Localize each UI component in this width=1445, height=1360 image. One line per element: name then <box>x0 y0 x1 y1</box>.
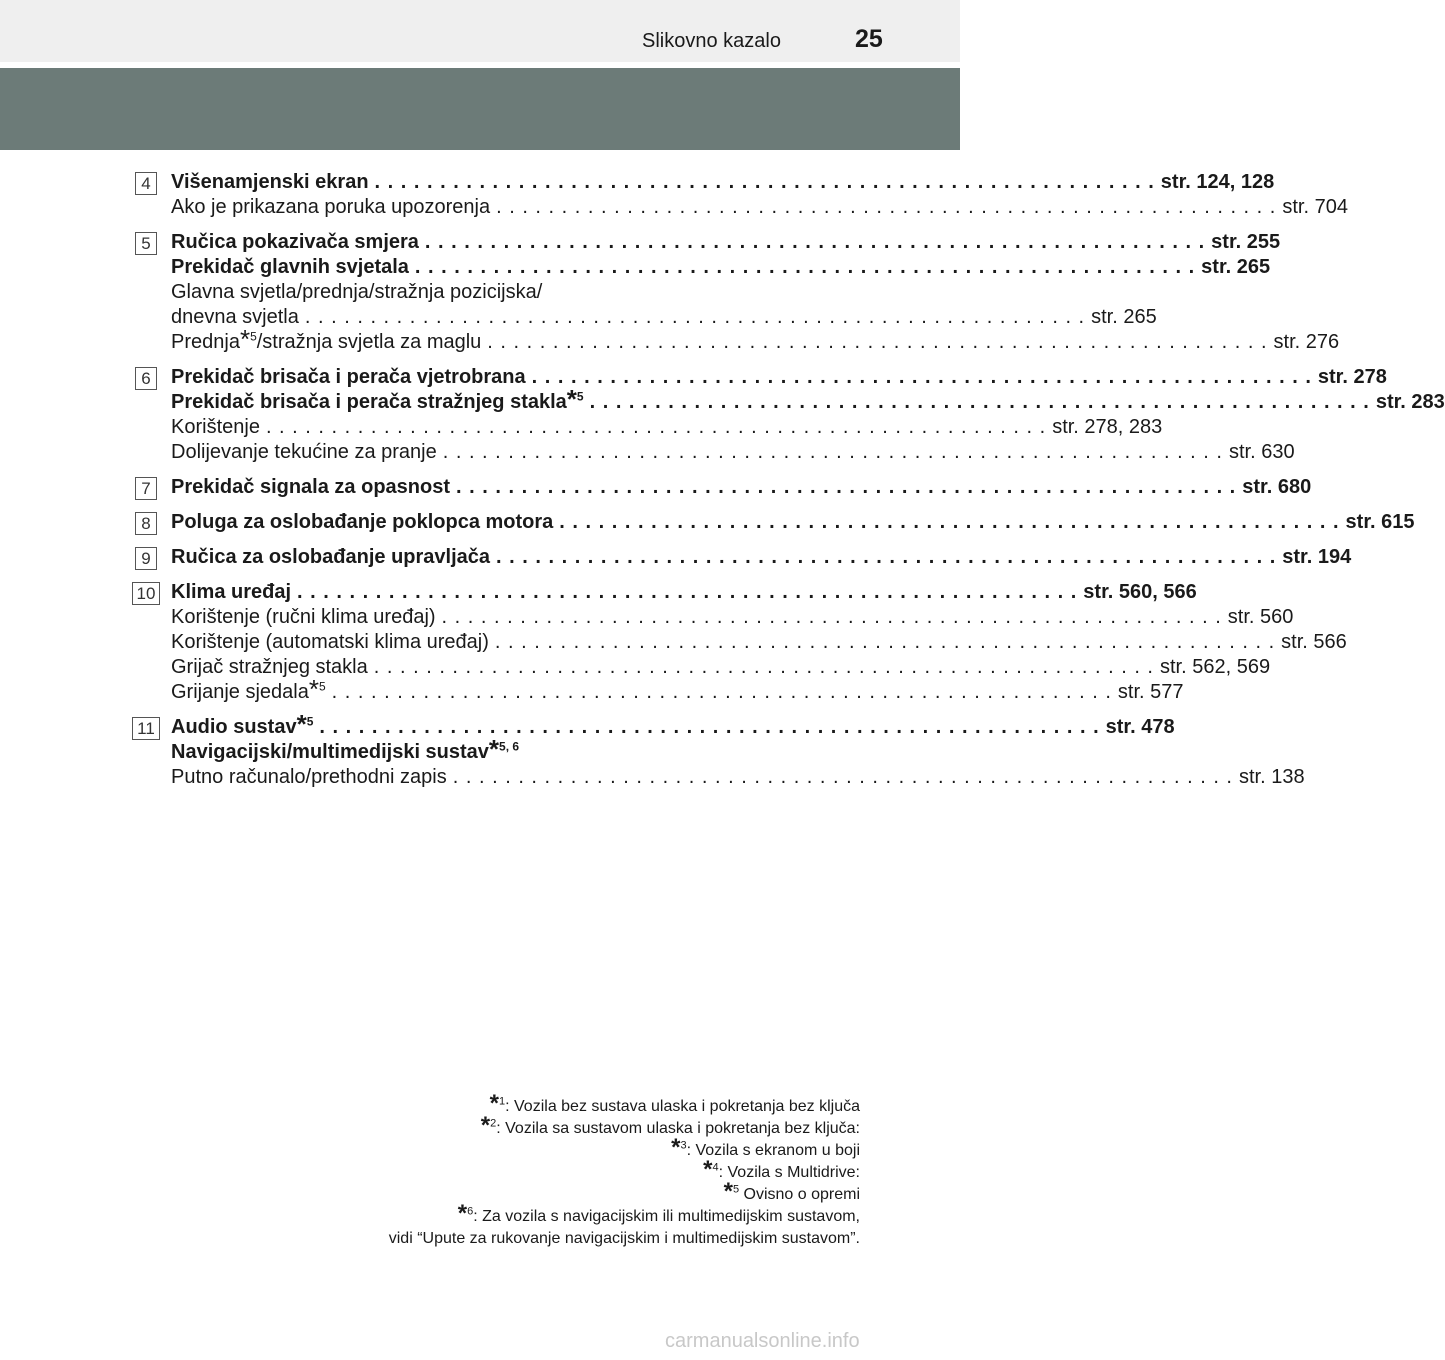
entry-label: Ako je prikazana poruka upozorenja <box>171 196 491 218</box>
footnote-text: : Vozila sa sustavom ulaska i pokretanja bez ključa: <box>496 1120 860 1137</box>
index-entry[interactable] <box>171 324 1340 355</box>
footnote-text: : Vozila bez sustava ulaska i pokretanja bez ključa <box>505 1098 860 1115</box>
entry-label: Prednja <box>171 331 240 353</box>
index-entries <box>128 170 1445 800</box>
index-entry[interactable] <box>171 734 828 765</box>
dot-leader: . . . . . . . . . . . . . . . . . . . . . . . . . . . . . . . . . . . . . . . . . . . . . . . . . . . . . . . . . . . . <box>297 581 1078 603</box>
dot-leader: . . . . . . . . . . . . . . . . . . . . . . . . . . . . . . . . . . . . . . . . . . . . . . . . . . . . . . . . . . . . <box>304 306 1086 328</box>
asterisk-icon: * <box>703 1156 713 1183</box>
dot-leader: . . . . . . . . . . . . . . . . . . . . . . . . . . . . . . . . . . . . . . . . . . . . . . . . . . . . . . . . . . . . <box>456 476 1237 498</box>
dot-leader: . . . . . . . . . . . . . . . . . . . . . . . . . . . . . . . . . . . . . . . . . . . . . . . . . . . . . . . . . . . . <box>487 331 1268 353</box>
index-entry[interactable] <box>171 230 1281 255</box>
dot-leader: . . . . . . . . . . . . . . . . . . . . . . . . . . . . . . . . . . . . . . . . . . . . . . . . . . . . . . . . . . . . <box>414 256 1196 278</box>
asterisk-icon: * <box>239 324 251 354</box>
index-entry[interactable] <box>171 510 1415 535</box>
item-number-badge: 9 <box>135 547 157 570</box>
entry-label: dnevna svjetla <box>171 306 299 328</box>
entry-label: Ručica pokazivača smjera <box>171 231 419 253</box>
entry-label: Putno računalo/prethodni zapis <box>171 766 447 788</box>
entry-label: Prekidač signala za opasnost <box>171 476 450 498</box>
footnote-number: 6 <box>467 1205 474 1218</box>
index-group <box>128 475 1312 500</box>
index-entry[interactable] <box>171 674 1184 705</box>
page-reference[interactable]: str. 478 <box>1105 716 1175 738</box>
index-entry[interactable] <box>171 709 1175 740</box>
index-entry[interactable] <box>171 545 1352 570</box>
entry-label: Dolijevanje tekućine za pranje <box>171 441 437 463</box>
footnote <box>389 1200 860 1228</box>
index-entry[interactable] <box>171 384 1445 415</box>
footnote-ref: 5, 6 <box>499 739 520 754</box>
item-number-badge: 7 <box>135 477 157 500</box>
index-group <box>128 545 1352 570</box>
index-group <box>128 580 1347 705</box>
footnote-ref: 5 <box>576 389 584 404</box>
entry-label: Ručica za oslobađanje upravljača <box>171 546 491 568</box>
footnote <box>389 1112 860 1140</box>
dot-leader: . . . . . . . . . . . . . . . . . . . . . . . . . . . . . . . . . . . . . . . . . . . . . . . . . . . . . . . . . . . . <box>424 231 1206 253</box>
asterisk-icon: * <box>723 1178 733 1205</box>
asterisk-icon: * <box>566 384 577 414</box>
item-number-badge: 8 <box>135 512 157 535</box>
footnote-ref: 5 <box>318 679 326 694</box>
dot-leader: . . . . . . . . . . . . . . . . . . . . . . . . . . . . . . . . . . . . . . . . . . . . . . . . . . . . . . . . . . . . <box>496 546 1277 568</box>
item-number-badge: 11 <box>132 717 160 740</box>
footnote-number: 3 <box>680 1139 687 1152</box>
index-entry[interactable] <box>171 255 1271 280</box>
footnote-text: : Vozila s ekranom u boji <box>686 1142 860 1159</box>
index-entry[interactable] <box>171 195 1348 220</box>
index-entry[interactable] <box>171 415 1163 440</box>
page-reference[interactable]: str. 255 <box>1211 231 1281 253</box>
section-title: Slikovno kazalo <box>642 30 781 52</box>
entry-label: Korištenje <box>171 416 260 438</box>
entry-label: Prekidač glavnih svjetala <box>171 256 409 278</box>
item-number-badge: 6 <box>135 367 157 390</box>
index-entry[interactable] <box>171 365 1387 390</box>
page-reference[interactable]: str. 566 <box>1281 631 1347 653</box>
footnote <box>389 1090 860 1118</box>
page-reference[interactable]: str. 615 <box>1345 511 1415 533</box>
asterisk-icon: * <box>489 1090 499 1117</box>
entry-label: Prekidač brisača i perača vjetrobrana <box>171 366 526 388</box>
dot-leader: . . . . . . . . . . . . . . . . . . . . . . . . . . . . . . . . . . . . . . . . . . . . . . . . . . . . . . . . . . . . <box>589 391 1370 413</box>
entry-label-continued: /stražnja svjetla za maglu <box>256 331 482 353</box>
page-reference[interactable]: str. 138 <box>1239 766 1305 788</box>
index-entry[interactable] <box>171 655 1271 680</box>
dot-leader: . . . . . . . . . . . . . . . . . . . . . . . . . . . . . . . . . . . . . . . . . . . . . . . . . . . . . . . . . . . . <box>494 631 1276 653</box>
index-group <box>128 170 1348 220</box>
item-number-badge: 4 <box>135 172 157 195</box>
index-entry[interactable] <box>171 605 1294 630</box>
footnote-ref: 5 <box>306 714 314 729</box>
entry-label: Navigacijski/multimedijski sustav <box>171 741 489 763</box>
entry-label: Korištenje (automatski klima uređaj) <box>171 631 489 653</box>
asterisk-icon: * <box>296 709 307 739</box>
footnote-continuation: vidi “Upute za rukovanje navigacijskim i multimedijskim sustavom”. <box>388 1230 860 1247</box>
index-entry[interactable] <box>171 630 1347 655</box>
page-reference[interactable]: str. 265 <box>1201 256 1271 278</box>
footnote-number: 1 <box>499 1095 506 1108</box>
page-reference[interactable]: str. 562, 569 <box>1160 656 1271 678</box>
page-reference[interactable]: str. 577 <box>1117 681 1184 703</box>
dot-leader: . . . . . . . . . . . . . . . . . . . . . . . . . . . . . . . . . . . . . . . . . . . . . . . . . . . . . . . . . . . . <box>374 171 1155 193</box>
page-number: 25 <box>855 25 883 53</box>
page-reference[interactable]: str. 630 <box>1228 441 1295 463</box>
dot-leader: . . . . . . . . . . . . . . . . . . . . . . . . . . . . . . . . . . . . . . . . . . . . . . . . . . . . . . . . . . . . <box>452 766 1233 788</box>
entry-label: Prekidač brisača i perača stražnjeg stakla <box>171 391 567 413</box>
asterisk-icon: * <box>480 1112 491 1139</box>
entry-label: Audio sustav <box>171 716 297 738</box>
entry-label: Poluga za oslobađanje poklopca motora <box>171 511 554 533</box>
entry-label: Korištenje (ručni klima uređaj) <box>171 606 436 628</box>
index-entry[interactable] <box>171 170 1275 195</box>
footnote-number: 2 <box>490 1117 497 1130</box>
dot-leader: . . . . . . . . . . . . . . . . . . . . . . . . . . . . . . . . . . . . . . . . . . . . . . . . . . . . . . . . . . . . <box>531 366 1312 388</box>
entry-label: Klima uređaj <box>171 581 292 603</box>
dot-leader: . . . . . . . . . . . . . . . . . . . . . . . . . . . . . . . . . . . . . . . . . . . . . . . . . . . . . . . . . . . . <box>559 511 1340 533</box>
asterisk-icon: * <box>488 734 500 764</box>
page-reference[interactable]: str. 265 <box>1091 306 1157 328</box>
entry-label: Grijanje sjedala <box>171 681 309 703</box>
asterisk-icon: * <box>457 1200 468 1227</box>
page-reference[interactable]: str. 124, 128 <box>1160 171 1275 193</box>
watermark: carmanualsonline.info <box>665 1330 860 1352</box>
footnote-ref: 5 <box>250 329 257 344</box>
page-reference[interactable]: str. 680 <box>1242 476 1312 498</box>
index-entry[interactable] <box>171 580 1197 605</box>
index-group <box>128 709 1305 790</box>
entry-label: Višenamjenski ekran <box>171 171 369 193</box>
index-group <box>128 510 1415 535</box>
page-reference[interactable]: str. 278 <box>1317 366 1387 388</box>
dot-leader: . . . . . . . . . . . . . . . . . . . . . . . . . . . . . . . . . . . . . . . . . . . . . . . . . . . . . . . . . . . . <box>442 441 1223 463</box>
page-reference[interactable]: str. 278, 283 <box>1052 416 1163 438</box>
index-group <box>128 230 1340 355</box>
header-bar <box>0 68 960 150</box>
index-entry[interactable] <box>171 305 1157 330</box>
page-reference[interactable]: str. 560, 566 <box>1083 581 1197 603</box>
item-number-badge: 5 <box>135 232 157 255</box>
index-group <box>128 365 1445 465</box>
dot-leader: . . . . . . . . . . . . . . . . . . . . . . . . . . . . . . . . . . . . . . . . . . . . . . . . . . . . . . . . . . . . <box>373 656 1154 678</box>
dot-leader: . . . . . . . . . . . . . . . . . . . . . . . . . . . . . . . . . . . . . . . . . . . . . . . . . . . . . . . . . . . . <box>441 606 1222 628</box>
entry-text: Glavna svjetla/prednja/stražnja pozicijska/ <box>171 281 543 303</box>
entry-label: Grijač stražnjeg stakla <box>171 656 368 678</box>
footnote-number: 4 <box>712 1161 719 1174</box>
page-reference[interactable]: str. 704 <box>1282 196 1348 218</box>
page-reference[interactable]: str. 276 <box>1273 331 1340 353</box>
asterisk-icon: * <box>671 1134 681 1161</box>
page-reference[interactable]: str. 283 <box>1375 391 1445 413</box>
page-reference[interactable]: str. 560 <box>1227 606 1294 628</box>
footnote-text: : Vozila s Multidrive: <box>718 1164 860 1181</box>
index-entry[interactable] <box>171 475 1312 500</box>
page-reference[interactable]: str. 194 <box>1282 546 1352 568</box>
footnote-text: : Za vozila s navigacijskim ili multimedijskim sustavom, <box>473 1208 860 1225</box>
footnote <box>389 1156 860 1184</box>
asterisk-icon: * <box>308 674 319 704</box>
dot-leader: . . . . . . . . . . . . . . . . . . . . . . . . . . . . . . . . . . . . . . . . . . . . . . . . . . . . . . . . . . . . <box>265 416 1047 438</box>
footnote <box>389 1134 860 1162</box>
footnote-text: Ovisno o opremi <box>739 1186 860 1203</box>
dot-leader: . . . . . . . . . . . . . . . . . . . . . . . . . . . . . . . . . . . . . . . . . . . . . . . . . . . . . . . . . . . . <box>331 681 1112 703</box>
footnote-number: 5 <box>732 1183 740 1196</box>
item-number-badge: 10 <box>132 582 160 605</box>
dot-leader: . . . . . . . . . . . . . . . . . . . . . . . . . . . . . . . . . . . . . . . . . . . . . . . . . . . . . . . . . . . . <box>496 196 1277 218</box>
dot-leader: . . . . . . . . . . . . . . . . . . . . . . . . . . . . . . . . . . . . . . . . . . . . . . . . . . . . . . . . . . . . <box>319 716 1100 738</box>
index-entry[interactable] <box>171 765 1305 790</box>
footnotes <box>388 1090 860 1250</box>
index-entry[interactable] <box>171 440 1295 465</box>
